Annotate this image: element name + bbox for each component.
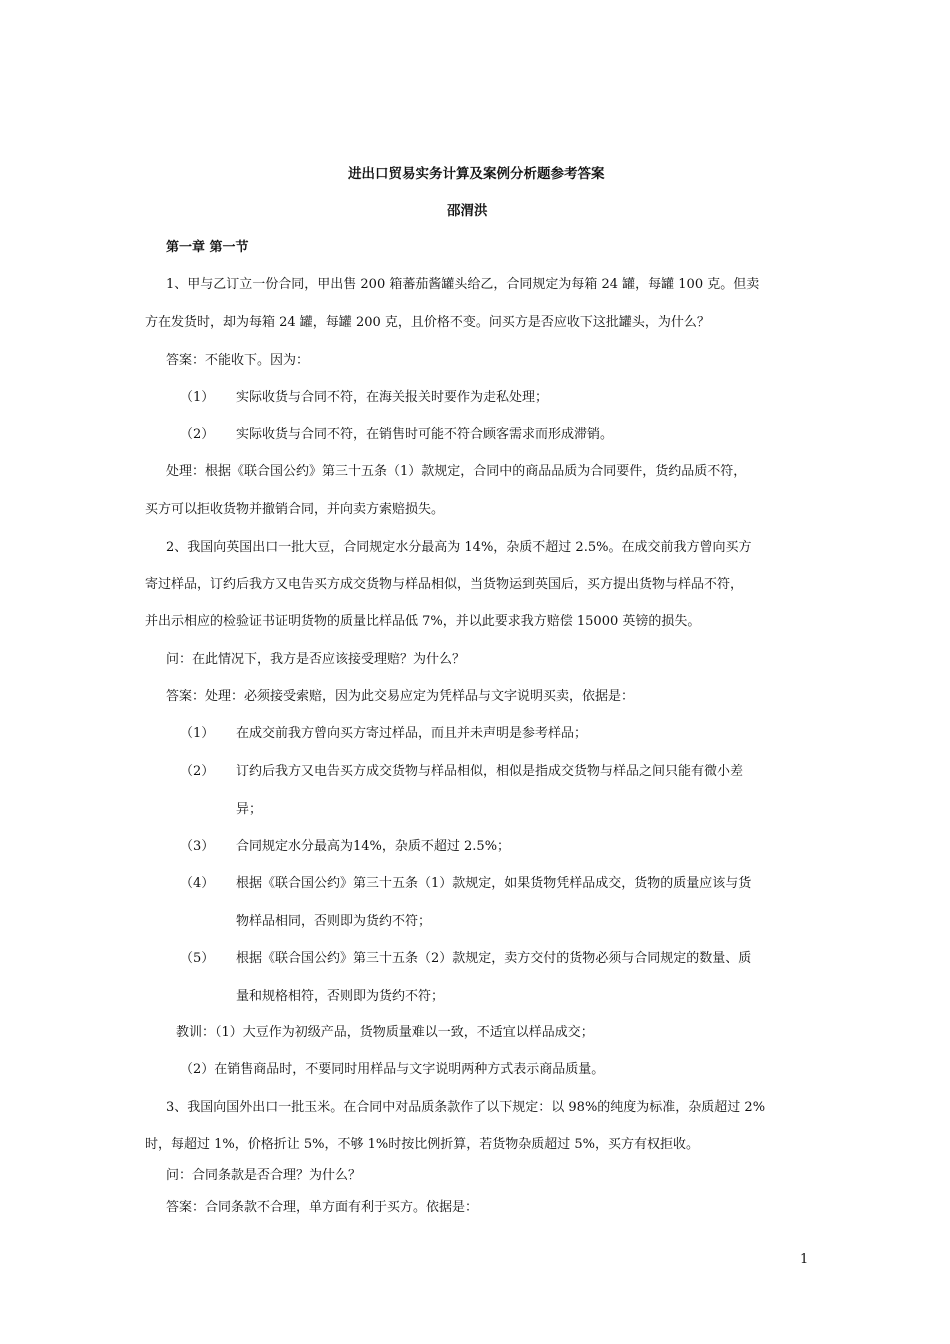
question-1-answer: 答案：不能收下。因为： [166, 353, 310, 368]
list-item: 订约后我方又电告买方成交货物与样品相似，相似是指成交货物与样品之间只能有微小差 [236, 764, 744, 779]
question-1-line-2: 方在发货时，却为每箱 24 罐，每罐 200 克，且价格不变。问买方是否应收下这批罐头，为什么？ [145, 315, 710, 330]
list-item: 合同规定水分最高为14%，杂质不超过 2.5%； [236, 839, 511, 854]
list-number: （1） [180, 726, 215, 741]
list-item: 根据《联合国公约》第三十五条（1）款规定，如果货物凭样品成交，货物的质量应该与货 [236, 876, 752, 891]
list-number: （2） [180, 764, 215, 779]
list-number: （1） [180, 390, 215, 405]
question-3-line-1: 3、我国向国外出口一批玉米。在合同中对品质条款作了以下规定：以 98%的纯度为标准，杂质超过 2% [166, 1100, 766, 1115]
list-number: （5） [180, 951, 215, 966]
list-item: 实际收货与合同不符，在销售时可能不符合顾客需求而形成滞销。 [236, 427, 614, 442]
question-2-ask: 问：在此情况下，我方是否应该接受理赔？为什么？ [166, 652, 466, 667]
list-item-continuation: 异； [236, 802, 263, 817]
list-number: （4） [180, 876, 215, 891]
list-item-continuation: 物样品相同，否则即为货约不符； [236, 914, 432, 929]
list-item: 根据《联合国公约》第三十五条（2）款规定，卖方交付的货物必须与合同规定的数量、质 [236, 951, 752, 966]
question-1-line-1: 1、甲与乙订立一份合同，甲出售 200 箱蕃茄酱罐头给乙，合同规定为每箱 24 罐，每罐 100 克。但卖 [166, 277, 760, 292]
question-3-ask: 问：合同条款是否合理？为什么？ [166, 1168, 362, 1183]
question-2-lesson-1: 教训：（1）大豆作为初级产品，货物质量难以一致，不适宜以样品成交； [176, 1025, 594, 1040]
question-2-answer: 答案：处理：必须接受索赔，因为此交易应定为凭样品与文字说明买卖，依据是： [166, 689, 635, 704]
list-item: 在成交前我方曾向买方寄过样品，而且并未声明是参考样品； [236, 726, 588, 741]
question-1-processing-line-2: 买方可以拒收货物并撤销合同，并向卖方索赔损失。 [145, 502, 445, 517]
list-item-continuation: 量和规格相符，否则即为货约不符； [236, 989, 445, 1004]
question-3-line-2: 时，每超过 1%，价格折让 5%，不够 1%时按比例折算，若货物杂质超过 5%，买方有权拒收。 [145, 1137, 700, 1152]
list-number: （2） [180, 427, 215, 442]
list-number: （3） [180, 839, 215, 854]
page-number: 1 [800, 1252, 809, 1267]
question-3-answer: 答案：合同条款不合理，单方面有利于买方。依据是： [166, 1200, 479, 1215]
question-1-processing-line-1: 处理：根据《联合国公约》第三十五条（1）款规定，合同中的商品品质为合同要件，货约品质不符， [166, 464, 747, 479]
document-title: 进出口贸易实务计算及案例分析题参考答案 [348, 166, 605, 182]
question-2-line-2: 寄过样品，订约后我方又电告买方成交货物与样品相似，当货物运到英国后，买方提出货物与样品不符， [145, 577, 744, 592]
question-2-line-3: 并出示相应的检验证书证明货物的质量比样品低 7%，并以此要求我方赔偿 15000 英镑的损失。 [145, 614, 701, 629]
document-author: 邵渭洪 [447, 203, 488, 219]
list-item: 实际收货与合同不符，在海关报关时要作为走私处理； [236, 390, 549, 405]
question-2-lesson-2: （2）在销售商品时，不要同时用样品与文字说明两种方式表示商品质量。 [180, 1062, 605, 1077]
question-2-line-1: 2、我国向英国出口一批大豆，合同规定水分最高为 14%，杂质不超过 2.5%。在成交前我方曾向买方 [166, 540, 752, 555]
chapter-heading: 第一章 第一节 [166, 240, 249, 255]
